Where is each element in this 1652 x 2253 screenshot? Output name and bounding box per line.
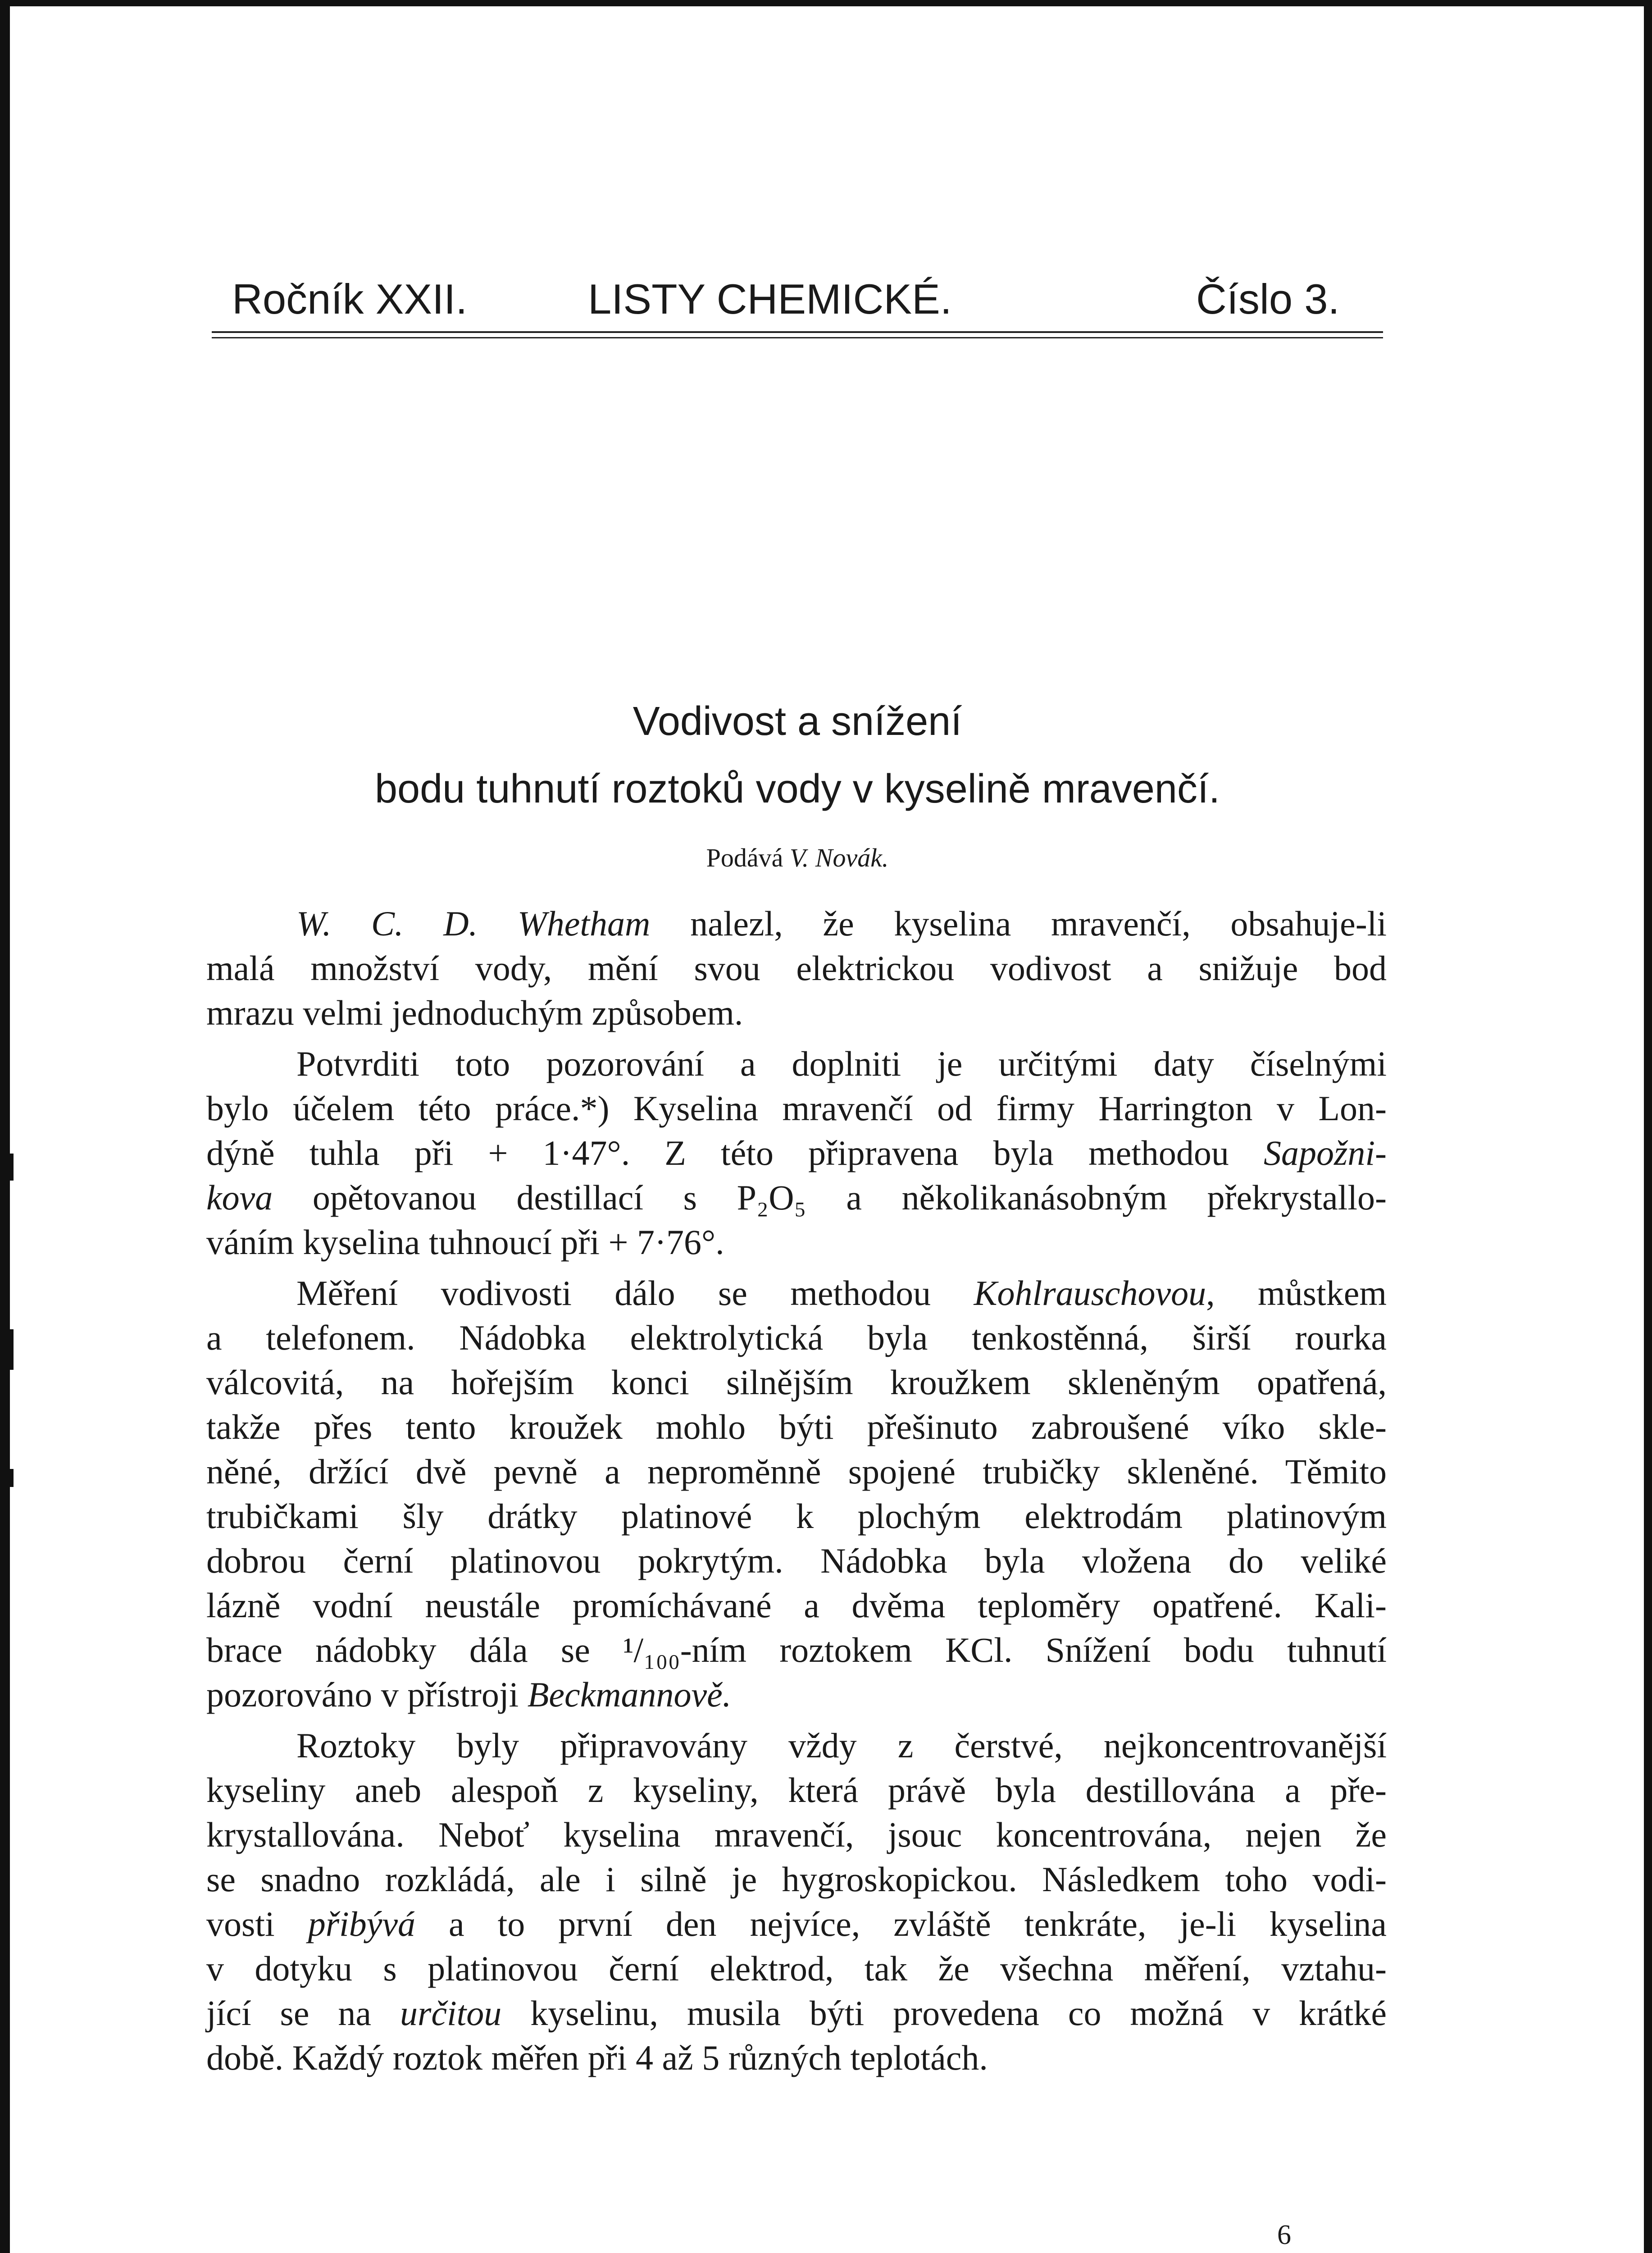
- text-line: [206, 1131, 1387, 1175]
- scan-artifact: [0, 1469, 14, 1487]
- article-title-line-2: bodu tuhnutí roztoků vody v kyselině mravenčí.: [375, 766, 1220, 812]
- text-segment: v dotyku s platinovou černí elektrod, tak že všechna měření, vztahu-: [206, 1949, 1387, 1988]
- scan-artifact: [0, 1154, 14, 1181]
- article-title-line-1: Vodivost a snížení: [633, 699, 962, 744]
- text-segment: něné, držící dvě pevně a nepromĕnně spojené trubičky skleněné. Těmito: [206, 1452, 1387, 1491]
- text-segment: váním kyselina tuhnoucí při + 7·76°.: [206, 1222, 724, 1262]
- paragraph: [206, 1271, 1387, 1717]
- text-line: [206, 1723, 1387, 1768]
- journal-title: LISTY CHEMICKÉ.: [588, 275, 952, 323]
- article-body: [206, 901, 1387, 2086]
- text-segment: krystallována. Neboť kyselina mravenčí, jsouc koncentrována, nejen že: [206, 1815, 1387, 1854]
- byline-author: V. Novák.: [789, 843, 889, 872]
- text-line: [206, 1041, 1387, 1086]
- text-line: [206, 1494, 1387, 1538]
- text-line: [206, 1175, 1387, 1220]
- text-segment: Roztoky byly připravovány vždy z čerstvé, nejkoncentrovanější: [296, 1726, 1387, 1765]
- text-line: [206, 1271, 1387, 1315]
- italic-text: kova: [206, 1178, 273, 1217]
- header-rule-double: [212, 337, 1383, 338]
- text-segment: a to první den nejvíce, zvláště tenkráte, je-li kyselina: [415, 1904, 1387, 1943]
- scan-artifact: [0, 1329, 14, 1370]
- text-line: [206, 1315, 1387, 1360]
- text-line: [206, 1086, 1387, 1131]
- text-segment: pozorováno v přístroji: [206, 1675, 528, 1714]
- text-segment: kyselinu, musila býti provedena co možná v krátké: [501, 1993, 1387, 2033]
- text-segment: se snadno rozkládá, ale i silně je hygroskopickou. Následkem toho vodi-: [206, 1860, 1387, 1899]
- italic-text: Kohlrauschovou: [974, 1273, 1206, 1313]
- paragraph: [206, 1723, 1387, 2080]
- text-line: [206, 1405, 1387, 1449]
- paragraph: [206, 901, 1387, 1035]
- running-header: [212, 266, 1383, 333]
- text-line: [206, 1628, 1387, 1672]
- text-line: [206, 1220, 1387, 1264]
- text-line: [206, 1583, 1387, 1628]
- text-segment: dýně tuhla při + 1·47°. Z této připravena byla methodou: [206, 1133, 1264, 1172]
- text-segment: opětovanou destillací s P₂O₅ a několikanásobným překrystallo-: [273, 1178, 1387, 1217]
- text-line: [206, 2035, 1387, 2080]
- paragraph: [206, 1041, 1387, 1264]
- header-rule: [212, 331, 1383, 333]
- text-line: [206, 1812, 1387, 1857]
- text-segment: době. Každý roztok měřen při 4 až 5 různých teplotách.: [206, 2038, 988, 2077]
- byline: [212, 843, 1383, 873]
- text-line: [206, 1360, 1387, 1405]
- text-segment: trubičkami šly drátky platinové k plochým elektrodám platinovým: [206, 1496, 1387, 1536]
- text-line: [206, 1672, 1387, 1717]
- text-segment: a telefonem. Nádobka elektrolytická byla tenkostěnná, širší rourka: [206, 1318, 1387, 1357]
- volume-label: Ročník XXII.: [232, 275, 468, 323]
- text-segment: takže přes tento kroužek mohlo býti přešinuto zabroušené víko skle-: [206, 1407, 1387, 1446]
- text-line: [206, 1946, 1387, 1991]
- italic-text: určitou: [400, 1993, 502, 2033]
- italic-text: W. C. D. Whetham: [296, 904, 651, 943]
- text-segment: vosti: [206, 1904, 308, 1943]
- text-segment: dobrou černí platinovou pokrytým. Nádobka byla vložena do veliké: [206, 1541, 1387, 1580]
- text-line: [206, 990, 1387, 1035]
- text-segment: nalezl, že kyselina mravenčí, obsahuje-li: [650, 904, 1387, 943]
- text-segment: Potvrditi toto pozorování a doplniti je určitými daty číselnými: [296, 1044, 1387, 1083]
- text-segment: brace nádobky dála se ¹/₁₀₀-ním roztokem KCl. Snížení bodu tuhnutí: [206, 1630, 1387, 1669]
- text-line: [206, 1449, 1387, 1494]
- text-segment: lázně vodní neustále promíchávané a dvěma teploměry opatřené. Kali-: [206, 1586, 1387, 1625]
- issue-number: Číslo 3.: [1196, 275, 1340, 323]
- text-segment: kyseliny aneb alespoň z kyseliny, která právě byla destillována a pře-: [206, 1770, 1387, 1810]
- page-number: 6: [1277, 2220, 1291, 2250]
- text-line: [206, 1768, 1387, 1812]
- text-segment: bylo účelem této práce.*) Kyselina mravenčí od firmy Harrington v Lon-: [206, 1089, 1387, 1128]
- text-segment: mrazu velmi jednoduchým způsobem.: [206, 993, 743, 1032]
- text-segment: , můstkem: [1206, 1273, 1387, 1313]
- text-line: [206, 1902, 1387, 1946]
- text-segment: malá množství vody, mění svou elektrickou vodivost a snižuje bod: [206, 949, 1387, 988]
- italic-text: přibývá: [308, 1904, 415, 1943]
- text-segment: válcovitá, na hořejším konci silnějším kroužkem skleněným opatřená,: [206, 1363, 1387, 1402]
- text-line: [206, 1857, 1387, 1902]
- text-line: [206, 901, 1387, 946]
- italic-text: Beckmannově.: [527, 1675, 732, 1714]
- text-line: [206, 1991, 1387, 2035]
- byline-prefix: Podává: [706, 843, 783, 872]
- text-line: [206, 1538, 1387, 1583]
- italic-text: Sapožni-: [1264, 1133, 1387, 1172]
- text-line: [206, 946, 1387, 990]
- text-segment: jící se na: [206, 1993, 400, 2033]
- text-segment: Měření vodivosti dálo se methodou: [296, 1273, 974, 1313]
